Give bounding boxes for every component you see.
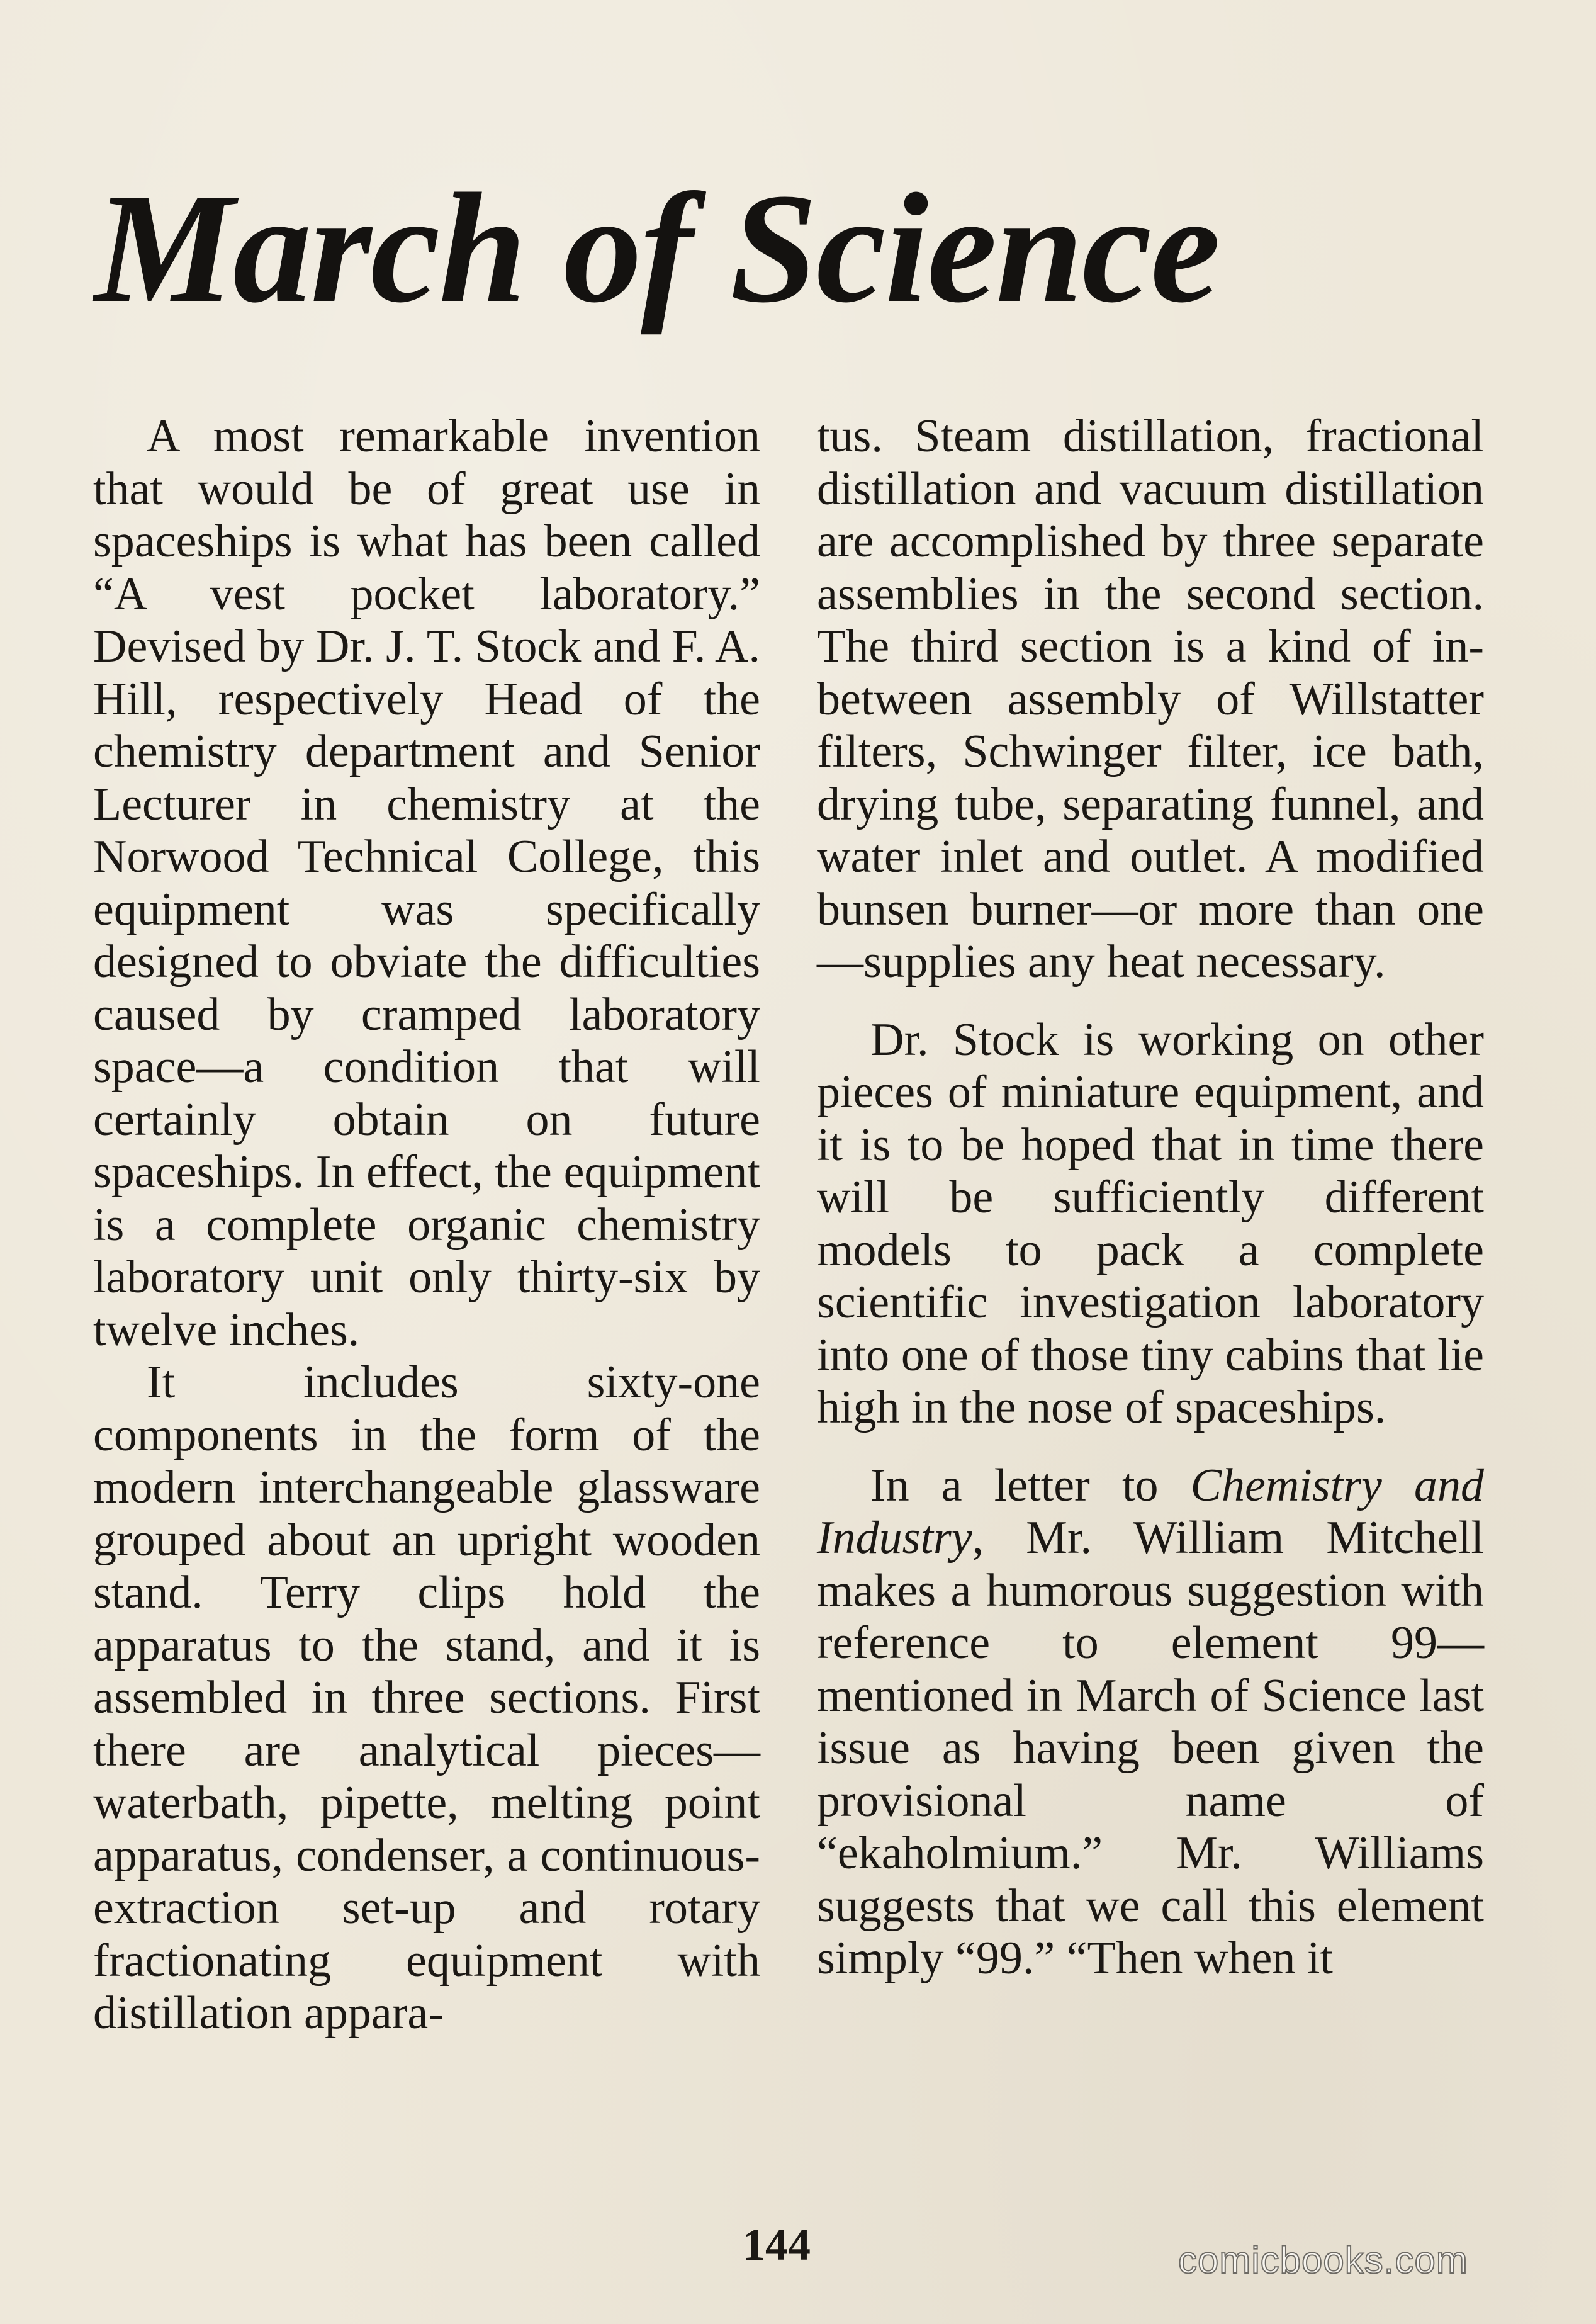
journal-title: Chemistry and Industry bbox=[817, 1459, 1485, 1564]
right-column bbox=[817, 410, 1484, 1985]
page-number: 144 bbox=[743, 2220, 811, 2270]
page-title: March of Science bbox=[94, 161, 1220, 336]
paragraph-dr-stock: Dr. Stock is working on other pieces of miniature equipment, and it is to be hoped that in time there will be sufficiently different models to pack a complete scientific investigation laboratory into one of those tiny cabins that lie high in the nose of spaceships. bbox=[817, 1013, 1484, 1433]
paragraph-letter bbox=[817, 1460, 1484, 1985]
left-column bbox=[93, 410, 760, 2040]
letter-body-text: , Mr. William Mitchell makes a humorous suggestion with reference to element 99—mentioned in March of Science last issue as having been given the provisional name of “ekaholmium.” Mr. Williams suggests that we call this element simply “99.” “Then when it bbox=[817, 1512, 1484, 1984]
watermark: comicbooks.com bbox=[1178, 2239, 1468, 2281]
paragraph-vest-pocket-laboratory: A most remarkable invention that would be of great use in spaceships is what has been called “A vest pocket laboratory.” Devised by Dr. J. T. Stock and F. A. Hill, respectively Head of the chemistry department and Senior Lecturer in chemistry at the Norwood Technical College, this equipment was specifically designed to obviate the difficulties caused by cramped laboratory space—a condition that will certainly obtain on future spaceships. In effect, the equipment is a complete organic chemistry laboratory unit only thirty-six by twelve inches. bbox=[93, 410, 760, 1356]
letter-intro-text: In a letter to bbox=[870, 1459, 1159, 1511]
paragraph-continued: tus. Steam distillation, fractional distillation and vacuum distillation are accomplished by three separate assemblies in the second section. The third section is a kind of in-between assembly of Willstatter filters, Schwinger filter, ice bath, drying tube, separating funnel, and water inlet and outlet. A modified bunsen burner—or more than one—supplies any heat necessary. bbox=[817, 410, 1484, 988]
paragraph-components: It includes sixty-one components in the form of the modern interchangeable glassware grouped about an upright wooden stand. Terry clips hold the apparatus to the stand, and it is assembled in three sections. First there are analytical pieces—waterbath, pipette, melting point apparatus, condenser, a continuous-extraction set-up and rotary fractionating equipment with distillation appara- bbox=[93, 1357, 760, 2039]
